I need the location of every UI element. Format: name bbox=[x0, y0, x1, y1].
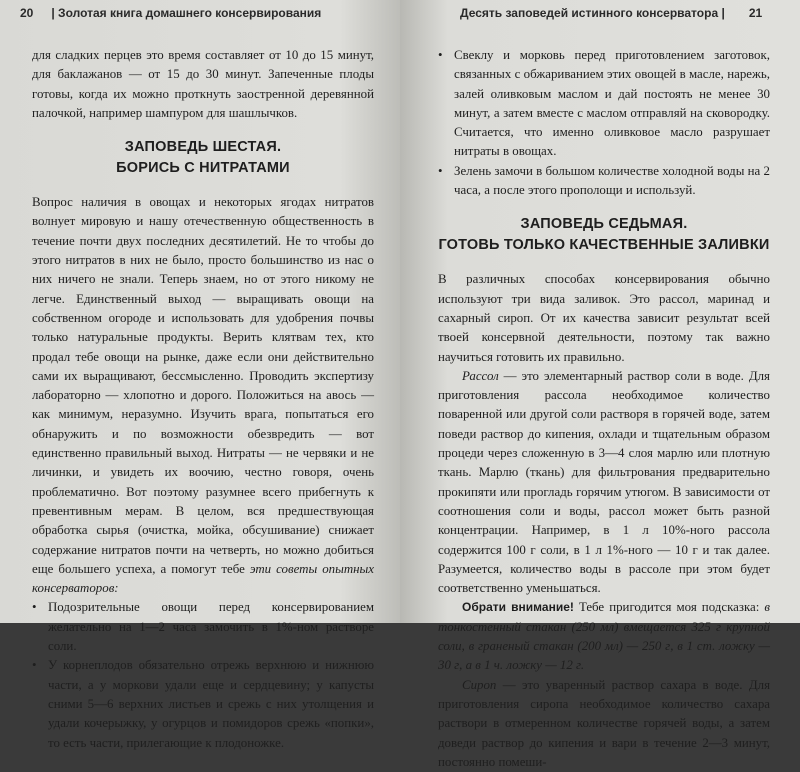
paragraph-syrup bbox=[438, 676, 770, 772]
main-paragraph-text: Вопрос наличия в овощах и некоторых ягодах нитратов волнует мировую и нашу отечественную общественность в течение почти двух последних десятилетий. Не то чтобы до этого нитратов в них не было, просто большинство из нас о них ничего не знали. Теперь знаем, но от этого никому не легче. Единственный выход — выращивать овощи на собственном огороде и использовать для удобрения почвы только натуральные продукты. Верить клятвам тех, кто продал тебе овощи на рынке, даже если они действительно сами их выращивают, бессмысленно. Проводить экспертизу лабораторно — хлопотно и дорого. Положиться на авось — как минимум, неразумно. Изучить врага, попытаться его обнаружить и по возможности обезвредить — вот единственно правильный выход. Нитраты — не червяки и не личинки, и увидеть их воочию, честно говоря, очень проблематично. Вот поэтому разумнее всего прибегнуть к превентивным мерам. В целом, вся предшествующая обработка сырья (очистка, мойка, обсушивание) снижает содержание нитратов почти на четверть, но можно добиться еще большего успеха, а помогут тебе bbox=[32, 195, 374, 576]
right-page bbox=[400, 0, 800, 769]
bullet-icon: • bbox=[438, 48, 443, 62]
main-paragraph-italic: эти советы опытных консерваторов: bbox=[32, 561, 374, 596]
heading-line-2: ГОТОВЬ ТОЛЬКО КАЧЕСТВЕННЫЕ ЗАЛИВКИ bbox=[438, 237, 770, 254]
paragraph-brine-text: — это элементарный раствор соли в воде. Для приготовления рассола необходимое количество поваренной или другой соли растворя в горячей воде, затем поведи раствор до кипения, охлади и тщательным образом процеди через сложенную в 3—4 слоя марлю или плотную ткань. Марлю (ткань) для фильтрования предварительно прокипяти или прогладь горячим утюгом. В зависимости от соотношения соли и воды, рассол может быть разной концентрации. Например, в 1 л 10%-ного рассола содержится 100 г соли, в 1 л 1%-ного — 10 г и так далее. Разумеется, количество воды в рассоле при этом будет соответственно уменьшаться. bbox=[438, 368, 770, 596]
list-item-text: Зелень замочи в большом количестве холодной воды на 2 часа, а после этого прополощи и используй. bbox=[454, 163, 770, 198]
paragraph-tip bbox=[438, 598, 770, 675]
left-page-body bbox=[32, 46, 374, 753]
tip-italic: в тонкостенный стакан (250 мл) вмещается 325 г крупной соли, в граненый стакан (200 мл) — 250 г, в 1 ст. ложку — 30 г, а в 1 ч. ложку — 12 г. bbox=[438, 600, 770, 673]
list-item-text: У корнеплодов обязательно отрежь верхнюю и нижнюю части, а у моркови удали еще и сердцевину; у капусты сними 5—6 верхних листьев и срежь с них утолщения и удали кочерыжку, у огурцов и помидоров срежь «попки», то есть части, прилегающие к плодоножке. bbox=[48, 658, 374, 750]
paragraph-syrup-text: — это уваренный раствор сахара в воде. Для приготовления сиропа необходимое количество сахара раствори в отмеренном количестве горячей воды, а затем доведи раствор до кипения и вари в течение 2—3 минут, постоянно помеши- bbox=[438, 677, 770, 769]
bullet-list-left bbox=[32, 598, 374, 752]
list-item bbox=[438, 46, 770, 162]
list-item-text: Свеклу и морковь перед приготовлением заготовок, связанных с обжариванием этих овощей в масле, нарежь, залей оливковым маслом и дай постоять не менее 30 минут, а затем вместе с маслом отправляй на сковородку. Считается, что именно оливковое масло разрушает нитраты в овощах. bbox=[454, 48, 770, 159]
page-number-left: 20 bbox=[20, 6, 34, 20]
running-head-title-right: Десять заповедей истинного консерватора | bbox=[460, 6, 725, 20]
list-item bbox=[32, 598, 374, 656]
heading-line-2: БОРИСЬ С НИТРАТАМИ bbox=[116, 160, 290, 177]
main-paragraph bbox=[32, 193, 374, 598]
list-item bbox=[438, 162, 770, 201]
bullet-icon: • bbox=[32, 658, 37, 673]
list-item-text: Подозрительные овощи перед консервированием желательно на 1—2 часа замочить в 1%-ном растворе соли. bbox=[48, 600, 374, 654]
tip-text: Тебе пригодится моя подсказка: bbox=[573, 600, 765, 615]
running-head-title-left: | Золотая книга домашнего консервирования bbox=[51, 6, 322, 20]
list-item bbox=[32, 656, 374, 752]
term-syrup: Сироп bbox=[462, 677, 497, 692]
section-heading-6 bbox=[32, 137, 374, 179]
bullet-list-right bbox=[438, 46, 770, 200]
right-page-body bbox=[438, 46, 770, 772]
tip-label: Обрати внимание! bbox=[462, 600, 574, 615]
left-page bbox=[0, 0, 400, 750]
bullet-icon: • bbox=[438, 163, 443, 178]
running-head-right bbox=[460, 6, 762, 20]
bullet-icon: • bbox=[32, 600, 37, 615]
running-head-left bbox=[20, 6, 321, 20]
section-heading-7 bbox=[438, 214, 770, 256]
heading-line-1: ЗАПОВЕДЬ ШЕСТАЯ. bbox=[124, 139, 282, 156]
term-brine: Рассол bbox=[462, 368, 499, 383]
heading-line-1: ЗАПОВЕДЬ СЕДЬМАЯ. bbox=[520, 216, 688, 233]
intro-paragraph: для сладких перцев это время составляет от 10 до 15 минут, для баклажанов — от 15 до 30 минут. Запеченные плоды готовы, когда их можно проткнуть заостренной деревянной палочкой, например шампуром для шашлычков. bbox=[32, 48, 374, 120]
paragraph-fillings: В различных способах консервирования обычно используют три вида заливок. Это рассол, маринад и сахарный сироп. От их качества зависит результат всей твоей консервной деятельности, поэтому так важно научиться готовить их правильно. bbox=[438, 272, 770, 364]
paragraph-brine bbox=[438, 367, 770, 599]
page-number-right: 21 bbox=[748, 6, 763, 20]
